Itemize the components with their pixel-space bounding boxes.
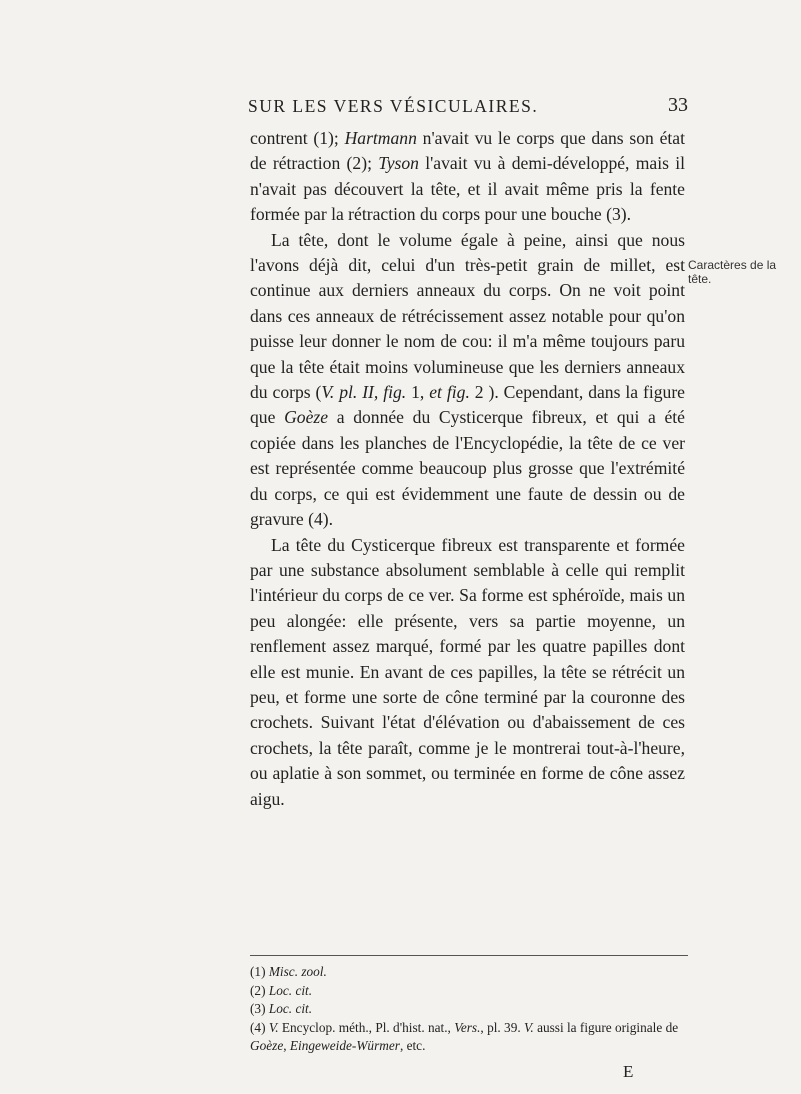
text-run: contrent (1); bbox=[250, 128, 345, 148]
footnote-divider bbox=[250, 955, 688, 956]
italic-text: Vers. bbox=[454, 1019, 481, 1035]
italic-text: V. bbox=[524, 1019, 534, 1035]
text-run: aussi la figure originale de bbox=[533, 1019, 679, 1035]
text-run: Encyclop. méth., Pl. d'hist. nat., bbox=[278, 1019, 455, 1035]
italic-text: Goèze bbox=[284, 407, 329, 428]
italic-text: Hartmann bbox=[344, 128, 417, 148]
text-run: , etc. bbox=[399, 1038, 426, 1053]
paragraph bbox=[250, 126, 685, 228]
margin-note: Caractères de la tête. bbox=[688, 258, 777, 286]
text-run: (3) bbox=[250, 1001, 269, 1016]
text-run: (4) bbox=[250, 1019, 269, 1035]
text-run: a donnée du Cysticerque fibreux, et qui a été copiée dans les planches de l'Encyclopédie, la tête de ce ver est représentée comme beaucoup plus grosse que l'extrémité du corps, ce qui est évidemment une faute de dessin ou de gravure (4). bbox=[250, 407, 685, 530]
footnote bbox=[250, 963, 688, 982]
text-run: 1, bbox=[406, 382, 430, 403]
footnote bbox=[250, 1000, 688, 1019]
text-run: , pl. 39. bbox=[480, 1019, 525, 1035]
page-number: 33 bbox=[668, 94, 688, 116]
italic-text: V. bbox=[268, 1019, 279, 1035]
text-run: l'avait vu à demi-développé, mais il n'avait pas découvert la tête, et il avait même pris la fente formée par la rétraction du corps pour une bouche (3). bbox=[250, 153, 685, 225]
italic-text: Goèze bbox=[250, 1038, 284, 1053]
italic-text: Loc. cit. bbox=[268, 982, 313, 998]
italic-text: Loc. cit. bbox=[268, 1001, 313, 1016]
text-run: (2) bbox=[250, 982, 269, 998]
main-text bbox=[250, 126, 685, 812]
italic-text: Misc. zool. bbox=[268, 964, 327, 979]
text-run: n'avait vu le corps que dans son état de rétraction (2); bbox=[250, 128, 686, 174]
running-title: SUR LES VERS VÉSICULAIRES. bbox=[248, 96, 539, 116]
paragraph bbox=[250, 228, 685, 533]
running-header bbox=[248, 96, 688, 124]
text-run: (1) bbox=[250, 964, 269, 979]
italic-text: Tyson bbox=[378, 153, 419, 174]
text-run: La tête, dont le volume égale à peine, ainsi que nous l'avons déjà dit, celui d'un très-petit grain de millet, est continue aux derniers anneaux du corps. On ne voit point dans ces anneaux de rétrécissement assez notable pour qu'on puisse leur donner le nom de cou: il m'a même toujours paru que la tête était moins volumineuse que les derniers anneaux du corps ( bbox=[250, 229, 685, 403]
text-run: 2 ). Cependant, dans la figure que bbox=[250, 382, 685, 428]
footnote bbox=[250, 1019, 688, 1056]
italic-text: Eingeweide-Würmer bbox=[289, 1038, 400, 1053]
paragraph bbox=[250, 533, 685, 812]
text-run: , bbox=[283, 1038, 290, 1053]
footnotes bbox=[250, 963, 688, 1056]
italic-text: V. pl. II, fig. bbox=[321, 382, 407, 403]
text-run: La tête du Cysticerque fibreux est transparente et formée par une substance absolument semblable à celle qui remplit l'intérieur du corps de ce ver. Sa forme est sphéroïde, mais un peu alongée: elle présente, vers sa partie moyenne, un renflement assez marqué, formé par les quatre papilles dont elle est munie. En avant de ces papilles, la tête se rétrécit un peu, et forme une sorte de cône terminé par la couronne des crochets. Suivant l'état d'élévation ou d'abaissement de ces crochets, la tête paraît, comme je le montrerai tout-à-l'heure, ou aplatie à son sommet, ou terminée en forme de cône assez aigu. bbox=[250, 534, 685, 809]
footnote bbox=[250, 982, 688, 1001]
signature-mark: E bbox=[623, 1062, 634, 1081]
italic-text: et fig. bbox=[429, 382, 470, 403]
